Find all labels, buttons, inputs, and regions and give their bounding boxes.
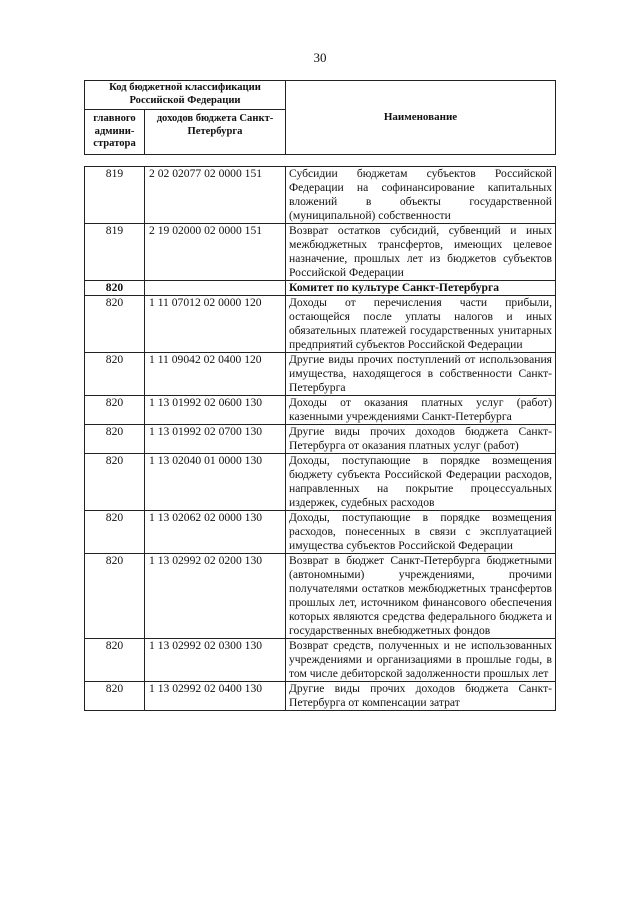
table-row: [85, 554, 556, 639]
income-code-cell: 1 11 07012 02 0000 120: [145, 296, 286, 353]
name-column-header: Наименование: [286, 81, 556, 155]
table-row: [85, 281, 556, 296]
income-code-cell: 1 13 02992 02 0400 130: [145, 682, 286, 711]
table-row: [85, 353, 556, 396]
table-row: [85, 454, 556, 511]
income-code-cell: 1 13 02992 02 0200 130: [145, 554, 286, 639]
budget-code-group-header: Код бюджетной классификации Российской Федерации: [85, 81, 286, 110]
table-row: [85, 425, 556, 454]
name-cell: Другие виды прочих доходов бюджета Санкт-Петербурга от оказания платных услуг (работ): [286, 425, 556, 454]
name-cell: Доходы от оказания платных услуг (работ) казенными учреждениями Санкт-Петербурга: [286, 396, 556, 425]
admin-code-cell: 820: [85, 454, 145, 511]
table-row: [85, 167, 556, 224]
name-cell: Доходы от перечисления части прибыли, остающейся после уплаты налогов и иных обязательных платежей государственных унитарных предприятий субъектов Российской Федерации: [286, 296, 556, 353]
name-cell: Другие виды прочих доходов бюджета Санкт-Петербурга от компенсации затрат: [286, 682, 556, 711]
income-code-cell: [145, 281, 286, 296]
page-number: 30: [313, 50, 327, 65]
admin-code-cell: 820: [85, 511, 145, 554]
income-code-cell: 2 19 02000 02 0000 151: [145, 224, 286, 281]
admin-code-cell: 820: [85, 554, 145, 639]
income-code-cell: 1 13 01992 02 0700 130: [145, 425, 286, 454]
admin-code-cell: 819: [85, 224, 145, 281]
table-row: [85, 224, 556, 281]
admin-code-cell: 820: [85, 296, 145, 353]
admin-code-cell: 820: [85, 639, 145, 682]
admin-code-cell: 820: [85, 425, 145, 454]
table-header: [84, 80, 556, 155]
admin-code-cell: 820: [85, 396, 145, 425]
income-code-cell: 2 02 02077 02 0000 151: [145, 167, 286, 224]
name-cell: Возврат остатков субсидий, субвенций и иных межбюджетных трансфертов, имеющих целевое назначение, прошлых лет из бюджетов субъектов Российской Федерации: [286, 224, 556, 281]
income-code-cell: 1 13 01992 02 0600 130: [145, 396, 286, 425]
name-cell: Доходы, поступающие в порядке возмещения расходов, понесенных в связи с эксплуатацией имущества субъектов Российской Федерации: [286, 511, 556, 554]
table-row: [85, 639, 556, 682]
name-cell: Субсидии бюджетам субъектов Российской Федерации на софинансирование капитальных вложений в объекты государственной (муниципальной) собственности: [286, 167, 556, 224]
admin-code-cell: 820: [85, 281, 145, 296]
income-code-cell: 1 13 02040 01 0000 130: [145, 454, 286, 511]
admin-code-cell: 820: [85, 353, 145, 396]
admin-code-cell: 820: [85, 682, 145, 711]
income-code-cell: 1 11 09042 02 0400 120: [145, 353, 286, 396]
admin-code-cell: 819: [85, 167, 145, 224]
name-cell: Возврат средств, полученных и не использованных учреждениями и организациями в прошлые годы, в том числе дебиторской задолженности прошлых лет: [286, 639, 556, 682]
admin-column-header: главного админи-стратора: [85, 110, 145, 155]
name-cell: Другие виды прочих поступлений от использования имущества, находящегося в собственности Санкт-Петербурга: [286, 353, 556, 396]
income-code-cell: 1 13 02062 02 0000 130: [145, 511, 286, 554]
table-row: [85, 511, 556, 554]
classification-table: [84, 166, 556, 711]
income-code-cell: 1 13 02992 02 0300 130: [145, 639, 286, 682]
table-row: [85, 296, 556, 353]
name-cell: Доходы, поступающие в порядке возмещения бюджету субъекта Российской Федерации расходов, направленных на покрытие процессуальных издержек, судебных расходов: [286, 454, 556, 511]
table-row: [85, 682, 556, 711]
table-row: [85, 396, 556, 425]
name-cell: Возврат в бюджет Санкт-Петербурга бюджетными (автономными) учреждениями, прочими получателями остатков межбюджетных трансфертов прошлых лет, источником финансового обеспечения которых являются средства федерального бюджета и государственных внебюджетных фондов: [286, 554, 556, 639]
income-column-header: доходов бюджета Санкт-Петербурга: [145, 110, 286, 155]
name-cell: Комитет по культуре Санкт-Петербурга: [286, 281, 556, 296]
